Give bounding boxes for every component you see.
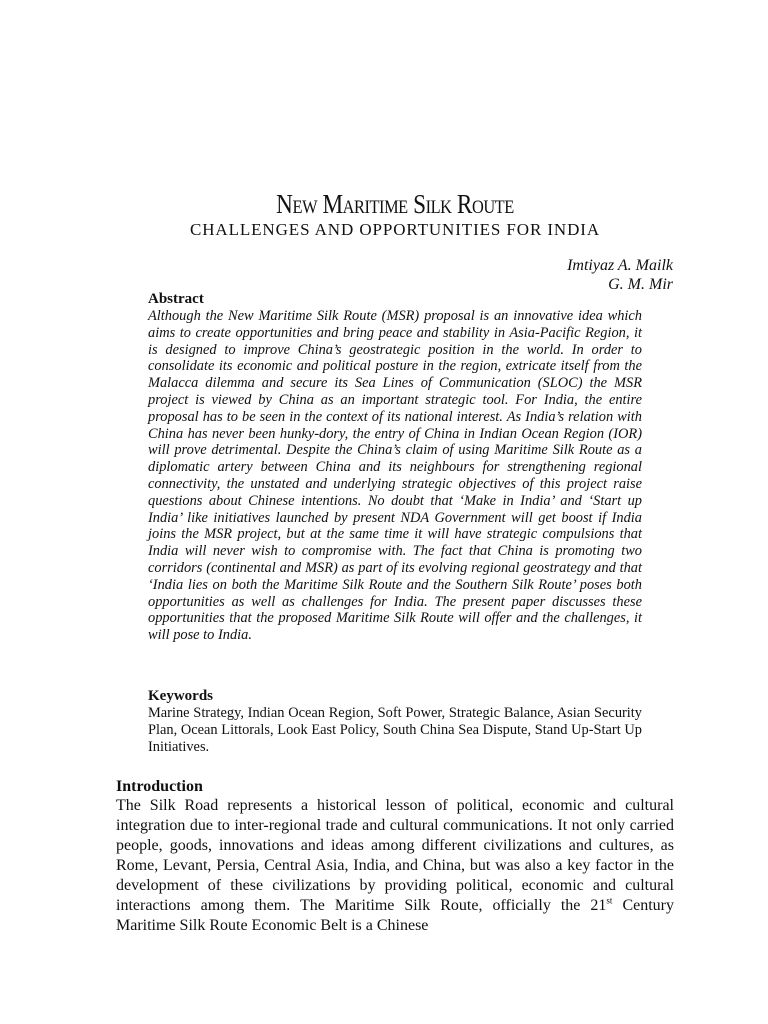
author-list bbox=[567, 256, 673, 294]
ordinal-superscript: st bbox=[606, 895, 613, 906]
abstract-heading: Abstract bbox=[148, 291, 204, 307]
keywords-section bbox=[148, 688, 642, 756]
paper-subtitle: CHALLENGES AND OPPORTUNITIES FOR INDIA bbox=[189, 220, 601, 239]
keywords-heading: Keywords bbox=[148, 688, 213, 704]
title-block bbox=[0, 188, 768, 240]
introduction-text bbox=[116, 796, 674, 936]
abstract-section bbox=[148, 291, 642, 644]
introduction-text-part: Century Maritime Silk Route Economic Belt is a Chinese bbox=[116, 897, 675, 934]
introduction-heading: Introduction bbox=[116, 778, 203, 795]
introduction-section bbox=[116, 777, 674, 936]
abstract-text: Although the New Maritime Silk Route (MSR) proposal is an innovative idea which aims to create opportunities and bring peace and stability in Asia-Pacific Region, it is designed to improve China’s geostrategic position in the world. In order to consolidate its economic and political posture in the region, extricate itself from the Malacca dilemma and secure its Sea Lines of Communication (SLOC) the MSR project is viewed by China as an important strategic tool. For India, the entire proposal has to be seen in the context of its national interest. As India’s relation with China has never been hunky-dory, the entry of China in Indian Ocean Region (IOR) will prove detrimental. Despite the China’s claim of using Maritime Silk Route as a diplomatic artery between China and its neighbours for strengthening regional connectivity, the unstated and underlying strategic objectives of this project raise questions about Chinese intentions. No doubt that ‘Make in India’ and ‘Start up India’ like initiatives launched by present NDA Government will get boost if India joins the MSR project, but at the same time it will have strategic compulsions that India will never wish to compromise with. The fact that China is promoting two corridors (continental and MSR) as part of its evolving regional geostrategy and that ‘India lies on both the Maritime Silk Route and the Southern Silk Route’ poses both opportunities as well as challenges for India. The present paper discusses these opportunities that the proposed Maritime Silk Route will offer and the challenges, it will pose to India. bbox=[148, 308, 642, 644]
author-name: Imtiyaz A. Mailk bbox=[567, 257, 673, 274]
paper-title: New Maritime Silk Route bbox=[276, 189, 514, 219]
author-name: G. M. Mir bbox=[608, 276, 673, 293]
introduction-text-part: The Silk Road represents a historical lesson of political, economic and cultural integration due to inter-regional trade and cultural communications. It not only carried people, goods, innovations and ideas among different civilizations and cultures, as Rome, Levant, Persia, Central Asia, India, and China, but was also a key factor in the development of these civilizations by providing political, economic and cultural interactions among them. The Maritime Silk Route, officially the 21 bbox=[116, 797, 674, 914]
keywords-text: Marine Strategy, Indian Ocean Region, Soft Power, Strategic Balance, Asian Security Plan, Ocean Littorals, Look East Policy, South China Sea Dispute, Stand Up-Start Up Initiatives. bbox=[148, 705, 642, 755]
